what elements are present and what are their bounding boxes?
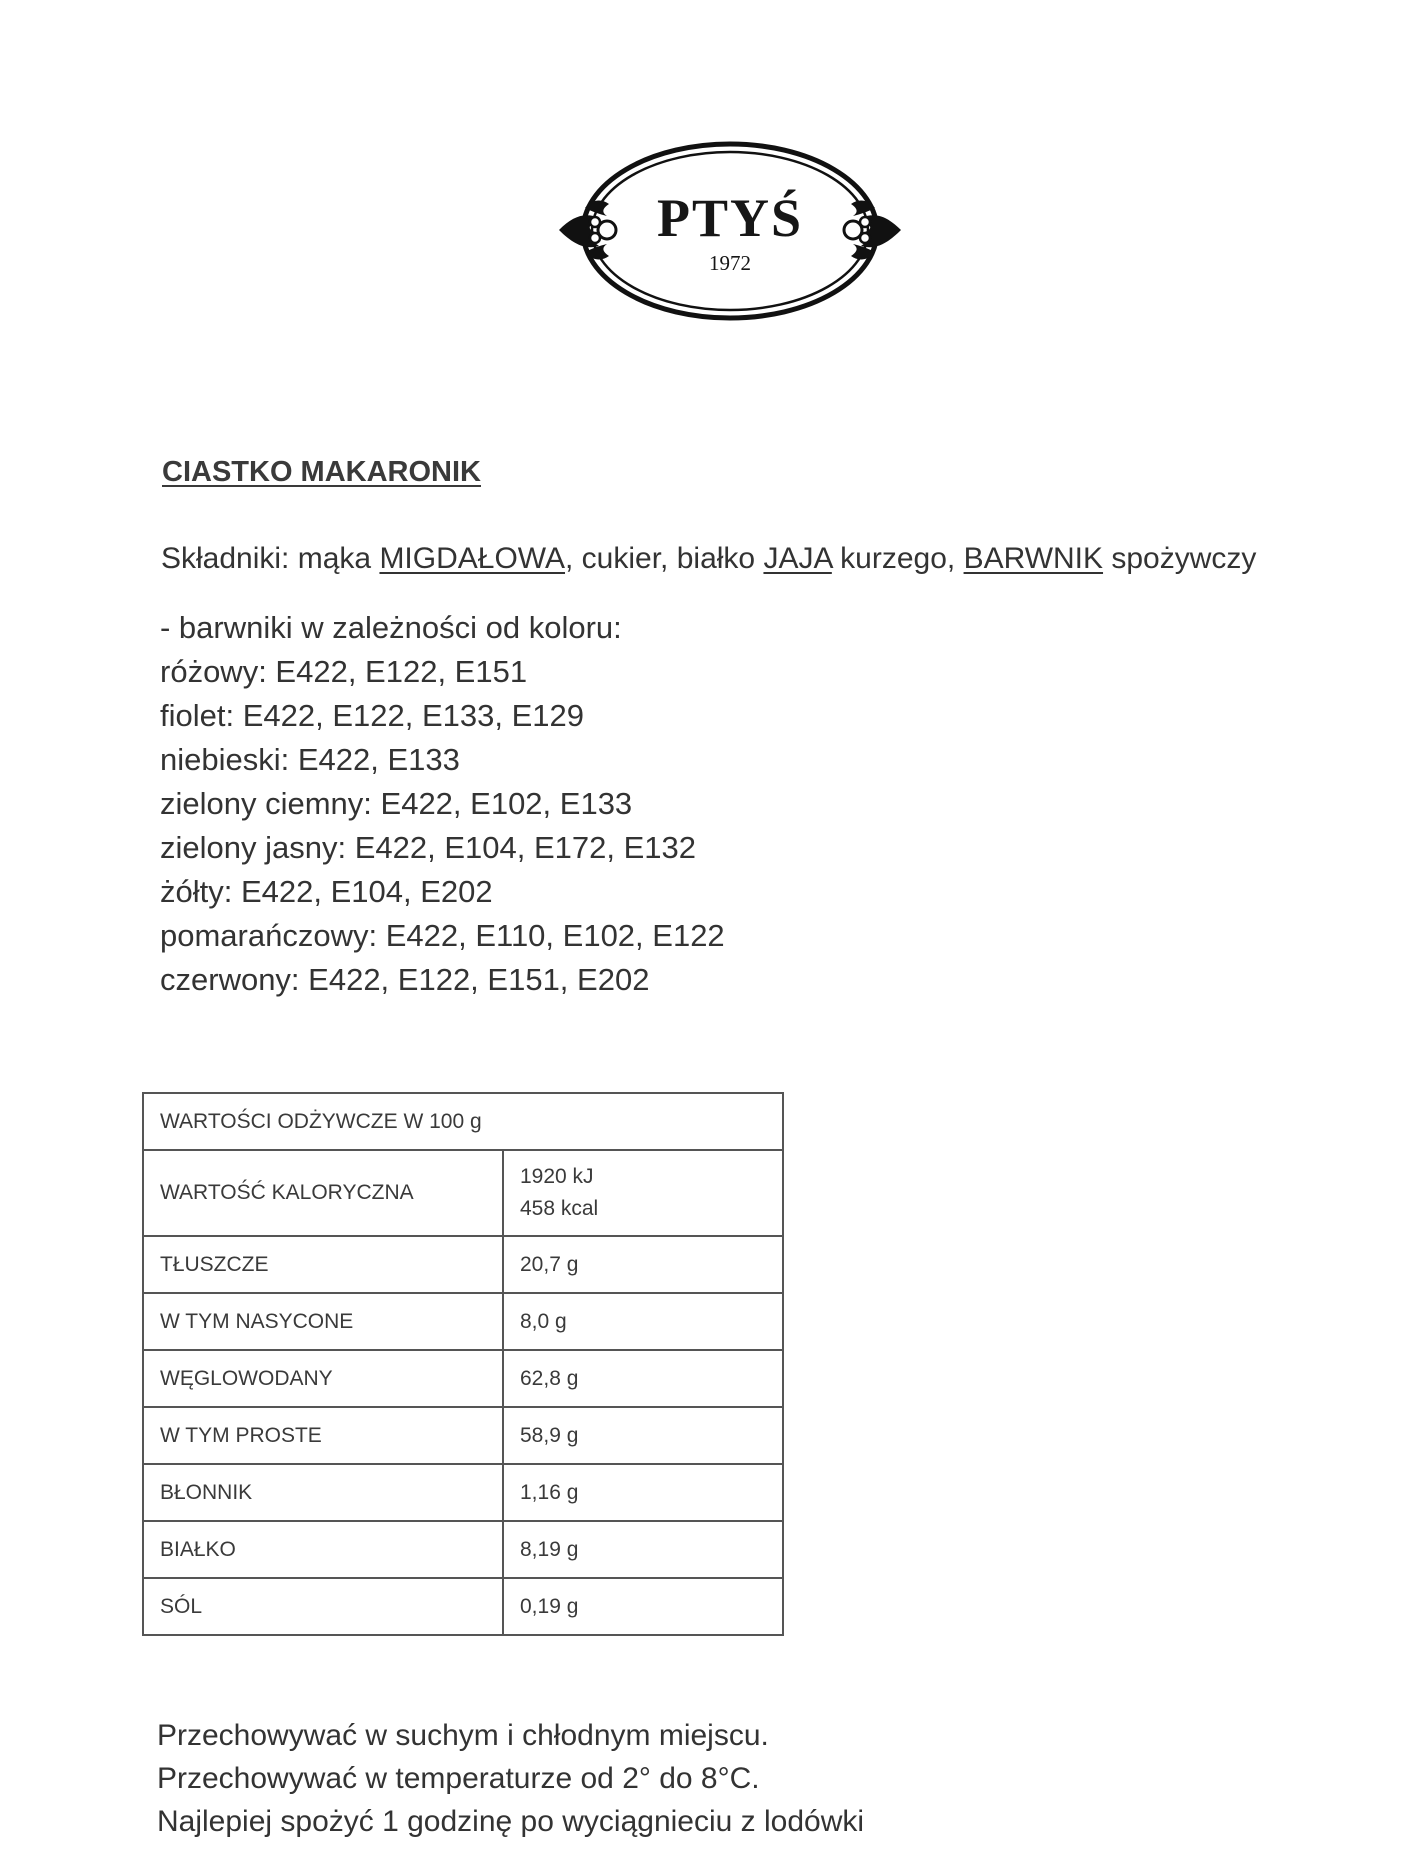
nutrient-label: TŁUSZCZE: [143, 1236, 503, 1293]
energy-kcal: 458 kcal: [520, 1197, 599, 1220]
nutrition-table: [142, 1092, 784, 1636]
dye-list-item: różowy: E422, E122, E151: [160, 654, 528, 689]
nutrient-label: W TYM NASYCONE: [143, 1293, 503, 1350]
table-row: [143, 1407, 783, 1464]
nutrient-value: 8,0 g: [503, 1293, 783, 1350]
dye-list-item: żółty: E422, E104, E202: [160, 874, 493, 909]
table-row: [143, 1350, 783, 1407]
dye-list-item: niebieski: E422, E133: [160, 742, 460, 777]
brand-logo: [555, 138, 905, 324]
ingredients-prefix: Składniki: mąka: [161, 542, 380, 575]
table-row: [143, 1236, 783, 1293]
ingredients-text: kurzego,: [831, 542, 964, 575]
nutrient-value: 62,8 g: [503, 1350, 783, 1407]
nutrient-label: W TYM PROSTE: [143, 1407, 503, 1464]
logo-year: 1972: [709, 251, 751, 275]
storage-notes: [157, 1714, 864, 1843]
table-row: [143, 1464, 783, 1521]
table-row: [143, 1150, 783, 1236]
nutrient-value: 20,7 g: [503, 1236, 783, 1293]
allergen-colorant: BARWNIK: [963, 542, 1104, 575]
nutrient-value: 1,16 g: [503, 1464, 783, 1521]
storage-line: Przechowywać w temperaturze od 2° do 8°C.: [157, 1762, 760, 1795]
ingredients-text: spożywczy: [1103, 542, 1257, 575]
energy-label: WARTOŚĆ KALORYCZNA: [143, 1150, 503, 1236]
nutrient-value: 0,19 g: [503, 1578, 783, 1635]
product-title: CIASTKO MAKARONIK: [162, 456, 481, 488]
dye-list-item: zielony ciemny: E422, E102, E133: [160, 786, 633, 821]
nutrition-header-row: [143, 1093, 783, 1150]
allergen-egg: JAJA: [763, 542, 832, 575]
dye-list-item: pomarańczowy: E422, E110, E102, E122: [160, 918, 725, 953]
energy-kj: 1920 kJ: [520, 1165, 594, 1188]
dye-list-item: zielony jasny: E422, E104, E172, E132: [160, 830, 696, 865]
logo-name: PTYŚ: [656, 188, 804, 248]
nutrient-label: WĘGLOWODANY: [143, 1350, 503, 1407]
nutrient-label: BIAŁKO: [143, 1521, 503, 1578]
dye-list-item: fiolet: E422, E122, E133, E129: [160, 698, 584, 733]
energy-value: [503, 1150, 783, 1236]
nutrient-value: 58,9 g: [503, 1407, 783, 1464]
storage-line: Najlepiej spożyć 1 godzinę po wyciągnieciu z lodówki: [157, 1805, 865, 1838]
nutrient-value: 8,19 g: [503, 1521, 783, 1578]
logo-emblem: [555, 138, 905, 324]
table-row: [143, 1578, 783, 1635]
dye-list: [160, 606, 725, 1002]
allergen-almond: MIGDAŁOWA: [379, 542, 566, 575]
nutrient-label: SÓL: [143, 1578, 503, 1635]
dye-list-item: czerwony: E422, E122, E151, E202: [160, 962, 650, 997]
storage-line: Przechowywać w suchym i chłodnym miejscu.: [157, 1719, 769, 1752]
table-row: [143, 1521, 783, 1578]
ingredients-text: , cukier, białko: [565, 542, 764, 575]
table-row: [143, 1293, 783, 1350]
ingredients-line: [161, 542, 1256, 576]
nutrient-label: BŁONNIK: [143, 1464, 503, 1521]
nutrition-header: WARTOŚCI ODŻYWCZE W 100 g: [143, 1093, 783, 1150]
dye-list-intro: - barwniki w zależności od koloru:: [160, 610, 622, 645]
